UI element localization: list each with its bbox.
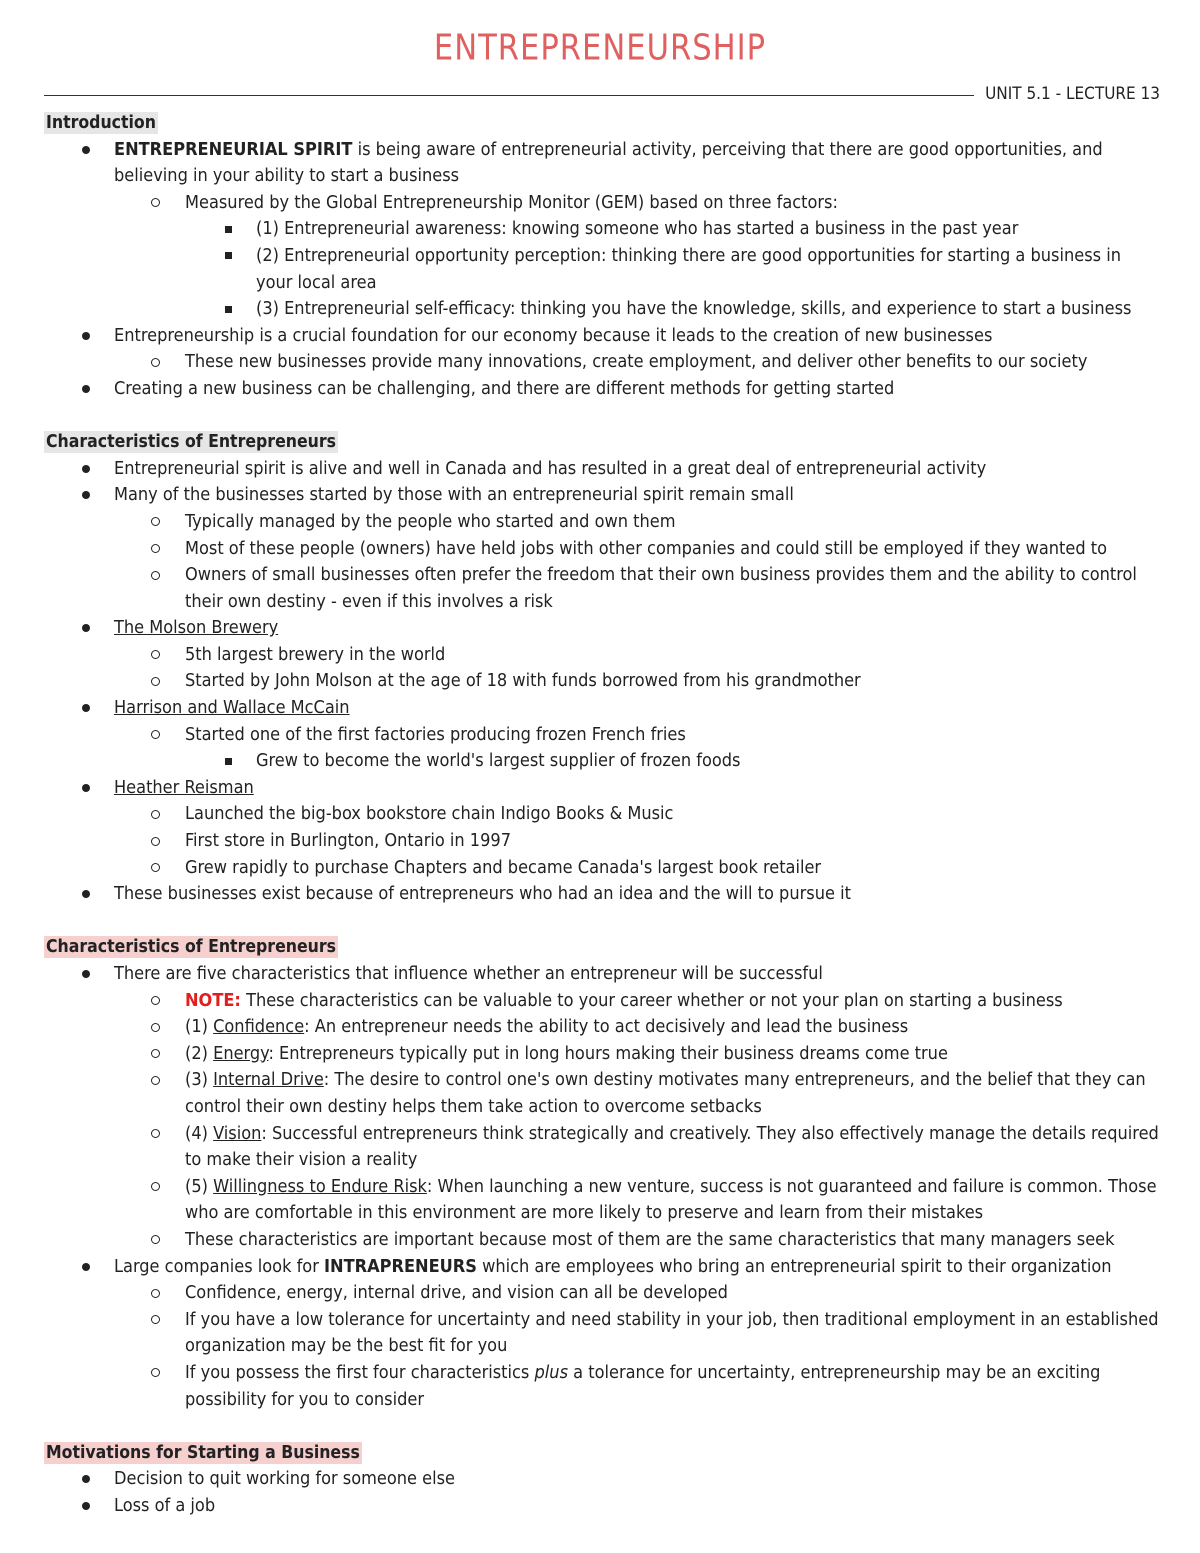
list-item-text: Loss of a job: [114, 1494, 216, 1516]
list-item-text: : Entrepreneurs typically put in long hours making their business dreams come true: [268, 1042, 948, 1064]
bullet-circle-icon: [151, 509, 160, 536]
bullet-circle-icon: [151, 1280, 160, 1307]
list-item-text: (1) Entrepreneurial awareness: knowing someone who has started a business in the past year: [256, 218, 1019, 240]
item-number: (3): [185, 1069, 214, 1091]
item-number: (5): [185, 1175, 214, 1197]
item-number: (1): [185, 1016, 214, 1038]
bullet-circle-icon: [151, 562, 160, 589]
list-item: [44, 509, 1160, 536]
list-item: [44, 642, 1160, 669]
list-item-text: First store in Burlington, Ontario in 1997: [185, 830, 512, 852]
list-item: [44, 216, 1160, 243]
list-item: [44, 722, 1160, 749]
term-energy: Energy: [213, 1042, 269, 1064]
list-item-text: The Molson Brewery: [114, 617, 279, 639]
term-entrepreneurial-spirit: ENTREPRENEURIAL SPIRIT: [114, 138, 353, 160]
bullet-dot-icon: [82, 615, 90, 642]
list-item-text: Harrison and Wallace McCain: [114, 697, 350, 719]
section-heading-characteristics: Characteristics of Entrepreneurs: [46, 937, 336, 958]
notes-body: [44, 110, 1160, 1519]
emphasis-plus: plus: [534, 1361, 569, 1383]
list-item-text: : Successful entrepreneurs think strategically and creatively. They also effectively manage the details required to make their vision a reality: [185, 1122, 1159, 1171]
list-item-text: If you possess the first four characteristics: [185, 1361, 535, 1383]
list-item: [44, 695, 1160, 722]
list-item-text: : The desire to control one's own destiny motivates many entrepreneurs, and the belief that they can control their own destiny helps them take action to overcome setbacks: [185, 1069, 1146, 1117]
bullet-dot-icon: [82, 1254, 90, 1281]
list-item-text: : An entrepreneur needs the ability to act decisively and lead the business: [304, 1016, 909, 1038]
section-heading-introduction: Introduction: [46, 113, 156, 133]
header-rule: [44, 84, 1160, 108]
list-item-text: Large companies look for: [114, 1255, 324, 1277]
bullet-circle-icon: [151, 1014, 160, 1041]
list-item: [44, 1307, 1160, 1360]
bullet-circle-icon: [151, 801, 160, 828]
bullet-square-icon: [225, 216, 232, 243]
list-item: [44, 801, 1160, 828]
list-item: [44, 855, 1160, 882]
bullet-dot-icon: [82, 323, 90, 350]
list-item: [44, 482, 1160, 509]
list-item-text: Entrepreneurial spirit is alive and well in Canada and has resulted in a great deal of entrepreneurial activity: [114, 457, 987, 479]
list-item: [44, 828, 1160, 855]
bullet-circle-icon: [151, 1041, 160, 1068]
list-item: [44, 988, 1160, 1015]
term-internal-drive: Internal Drive: [213, 1069, 324, 1091]
unit-label: UNIT 5.1 - LECTURE 13: [985, 84, 1160, 104]
list-item: [44, 1493, 1160, 1520]
bullet-dot-icon: [82, 775, 90, 802]
list-item-text: Heather Reisman: [114, 776, 254, 798]
list-item-text: (2) Entrepreneurial opportunity perception: thinking there are good opportunities for starting a business in your local area: [256, 244, 1121, 293]
list-item: [44, 1041, 1160, 1068]
bullet-circle-icon: [151, 1227, 160, 1254]
list-item: [44, 243, 1160, 296]
list-item-text: Started one of the first factories producing frozen French fries: [185, 723, 686, 745]
list-item-text: These new businesses provide many innovations, create employment, and deliver other benefits to our society: [185, 351, 1088, 373]
list-item: [44, 562, 1160, 615]
bullet-circle-icon: [151, 1360, 160, 1387]
list-item-text: Entrepreneurship is a crucial foundation for our economy because it leads to the creation of new businesses: [114, 324, 993, 346]
list-item-text: 5th largest brewery in the world: [185, 643, 446, 665]
list-item: [44, 536, 1160, 563]
list-item: [44, 615, 1160, 642]
list-item: [44, 1067, 1160, 1120]
list-item: [44, 376, 1160, 403]
term-confidence: Confidence: [213, 1016, 305, 1038]
list-item-text: Confidence, energy, internal drive, and vision can all be developed: [185, 1282, 728, 1304]
bullet-circle-icon: [151, 1174, 160, 1201]
list-item: [44, 1466, 1160, 1493]
term-vision: Vision: [213, 1122, 262, 1144]
list-item: [44, 456, 1160, 483]
section-heading-characteristics: Characteristics of Entrepreneurs: [46, 432, 336, 453]
note-label: NOTE:: [185, 989, 241, 1011]
bullet-circle-icon: [151, 1307, 160, 1334]
list-item-text: These businesses exist because of entrepreneurs who had an idea and the will to pursue it: [114, 883, 851, 905]
term-willingness-to-endure-risk: Willingness to Endure Risk: [213, 1175, 427, 1197]
list-item-text: (3) Entrepreneurial self-efficacy: thinking you have the knowledge, skills, and experience to start a business: [256, 298, 1132, 320]
bullet-dot-icon: [82, 695, 90, 722]
list-item-text: Most of these people (owners) have held jobs with other companies and could still be employed if they wanted to: [185, 537, 1108, 559]
bullet-circle-icon: [151, 1067, 160, 1094]
bullet-dot-icon: [82, 1466, 90, 1493]
bullet-square-icon: [225, 748, 232, 775]
list-item-text: : When launching a new venture, success is not guaranteed and failure is common. Those who are comfortable in this environment are more likely to preserve and learn from their mistakes: [185, 1175, 1157, 1224]
bullet-dot-icon: [82, 482, 90, 509]
list-item: [44, 1014, 1160, 1041]
list-item-text: is being aware of entrepreneurial activity, perceiving that there are good opportunities, and believing in your ability to start a business: [114, 138, 1103, 187]
list-item-text: Decision to quit working for someone else: [114, 1468, 456, 1490]
list-item-text: These characteristics are important because most of them are the same characteristics that many managers seek: [185, 1228, 1115, 1250]
bullet-circle-icon: [151, 1121, 160, 1148]
document-title: ENTREPRENEURSHIP: [433, 27, 767, 69]
list-item-text: Owners of small businesses often prefer the freedom that their own business provides them and the ability to control their own destiny - even if this involves a risk: [185, 564, 1137, 612]
bullet-circle-icon: [151, 536, 160, 563]
list-item: [44, 668, 1160, 695]
list-item-text: Creating a new business can be challenging, and there are different methods for getting started: [114, 377, 895, 399]
bullet-square-icon: [225, 243, 232, 270]
bullet-dot-icon: [82, 456, 90, 483]
list-item-text: If you have a low tolerance for uncertainty and need stability in your job, then traditional employment in an established organization may be the best fit for you: [185, 1308, 1159, 1357]
list-item: [44, 1174, 1160, 1227]
bullet-dot-icon: [82, 1493, 90, 1520]
list-item: [44, 349, 1160, 376]
list-item: [44, 1280, 1160, 1307]
bullet-dot-icon: [82, 376, 90, 403]
list-item-text: Started by John Molson at the age of 18 with funds borrowed from his grandmother: [185, 670, 861, 692]
list-item-text: Grew to become the world's largest supplier of frozen foods: [256, 750, 741, 772]
list-item-text: Measured by the Global Entrepreneurship Monitor (GEM) based on three factors:: [185, 191, 838, 213]
list-item-text: which are employees who bring an entrepreneurial spirit to their organization: [476, 1255, 1112, 1277]
bullet-circle-icon: [151, 642, 160, 669]
list-item: [44, 137, 1160, 190]
bullet-circle-icon: [151, 988, 160, 1015]
bullet-circle-icon: [151, 722, 160, 749]
list-item: [44, 881, 1160, 908]
term-intrapreneurs: INTRAPRENEURS: [324, 1255, 477, 1277]
bullet-circle-icon: [151, 668, 160, 695]
list-item-text: There are five characteristics that influence whether an entrepreneur will be successful: [114, 963, 823, 984]
list-item: [44, 775, 1160, 802]
item-number: (4): [185, 1122, 214, 1144]
list-item: [44, 1360, 1160, 1413]
list-item-text: Typically managed by the people who started and own them: [185, 510, 676, 532]
list-item: [44, 748, 1160, 775]
list-item: [44, 1227, 1160, 1254]
bullet-square-icon: [225, 296, 232, 323]
bullet-dot-icon: [82, 961, 90, 988]
list-item: [44, 961, 1160, 988]
list-item: [44, 1121, 1160, 1174]
item-number: (2): [185, 1042, 214, 1064]
list-item-text: These characteristics can be valuable to your career whether or not your plan on starting a business: [240, 989, 1063, 1011]
list-item-text: Launched the big-box bookstore chain Indigo Books & Music: [185, 803, 674, 825]
horizontal-divider: [44, 95, 974, 96]
list-item: [44, 323, 1160, 350]
list-item-text: a tolerance for uncertainty, entrepreneurship may be an exciting possibility for you to consider: [185, 1361, 1101, 1410]
bullet-circle-icon: [151, 349, 160, 376]
list-item: [44, 1254, 1160, 1281]
bullet-dot-icon: [82, 881, 90, 908]
list-item-text: Many of the businesses started by those with an entrepreneurial spirit remain small: [114, 484, 794, 506]
list-item: [44, 296, 1160, 323]
bullet-dot-icon: [82, 137, 90, 164]
list-item: [44, 190, 1160, 217]
list-item-text: Grew rapidly to purchase Chapters and became Canada's largest book retailer: [185, 856, 822, 878]
bullet-circle-icon: [151, 855, 160, 882]
section-heading-motivations: Motivations for Starting a Business: [46, 1442, 360, 1463]
bullet-circle-icon: [151, 190, 160, 217]
bullet-circle-icon: [151, 828, 160, 855]
